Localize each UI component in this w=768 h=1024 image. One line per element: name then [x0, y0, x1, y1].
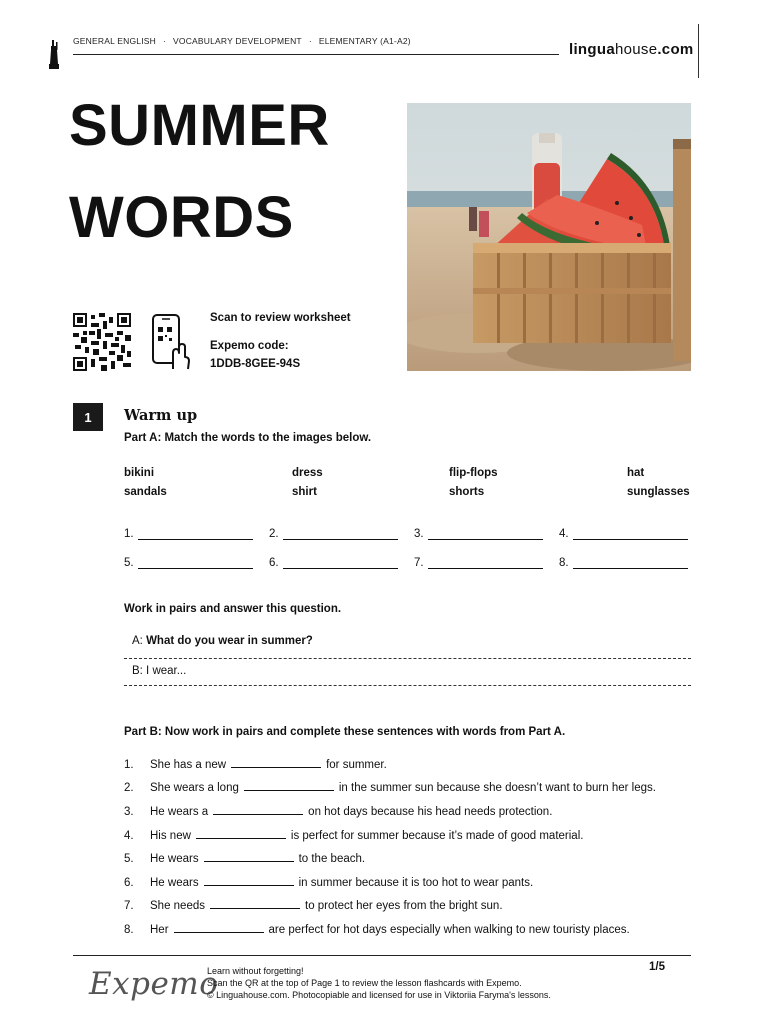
sentence-item — [124, 850, 365, 865]
sentence-number: 3. — [124, 806, 134, 818]
dialogue-line-a — [132, 635, 313, 647]
answer-line[interactable] — [573, 556, 688, 569]
sentence-gap[interactable] — [204, 874, 294, 886]
sentence-before: He wears — [150, 853, 199, 865]
blank-number: 2. — [269, 528, 279, 540]
sentence-gap[interactable] — [244, 779, 334, 791]
sentence-after: on hot days because his head needs protection. — [308, 806, 553, 818]
answer-line[interactable] — [138, 527, 253, 540]
sentence-item — [124, 779, 656, 794]
answer-line[interactable] — [138, 556, 253, 569]
sentence-item — [124, 756, 387, 771]
footer-divider — [73, 955, 691, 956]
sentence-number: 5. — [124, 853, 134, 865]
answer-blank[interactable] — [559, 556, 688, 569]
sentence-number: 2. — [124, 782, 134, 794]
expemo-code-label: Expemo code: — [210, 340, 289, 352]
sentence-before: She wears a long — [150, 782, 239, 794]
sentence-number: 4. — [124, 830, 134, 842]
sentence-item — [124, 803, 552, 818]
answer-blank[interactable] — [559, 527, 688, 540]
answer-line[interactable] — [428, 556, 543, 569]
crumb-separator: · — [308, 36, 312, 46]
logo-bold: lingua — [569, 41, 615, 58]
section-title: Warm up — [124, 407, 198, 424]
qr-code-icon[interactable] — [73, 313, 131, 371]
expemo-code-value[interactable]: 1DDB-8GEE-94S — [210, 358, 301, 370]
blank-number: 4. — [559, 528, 569, 540]
answer-blank[interactable] — [414, 556, 543, 569]
crumb-general-english: GENERAL ENGLISH — [73, 36, 156, 46]
blank-number: 1. — [124, 528, 134, 540]
answer-blank[interactable] — [124, 527, 253, 540]
answer-line[interactable] — [283, 527, 398, 540]
sentence-item — [124, 874, 533, 889]
part-a-instruction: Part A: Match the words to the images below. — [124, 432, 372, 444]
page-title-line-2: WORDS — [69, 185, 294, 250]
footer-tagline: Learn without forgetting! — [207, 966, 304, 976]
sentence-item — [124, 827, 583, 842]
sentence-before: He wears a — [150, 806, 209, 818]
sentence-gap[interactable] — [231, 756, 321, 768]
answer-blank[interactable] — [269, 556, 398, 569]
sentence-number: 7. — [124, 900, 134, 912]
breadcrumb — [73, 36, 411, 46]
footer-copyright: © Linguahouse.com. Photocopiable and licensed for use in Viktoriia Faryma's lessons. — [207, 990, 551, 1000]
logo-tld: .com — [657, 41, 694, 58]
page-number: 1/5 — [649, 961, 665, 973]
logo-rest: house — [614, 41, 658, 58]
sentence-gap[interactable] — [204, 850, 294, 862]
dialogue-speaker-a: A: — [132, 635, 147, 647]
sentence-after: to the beach. — [298, 853, 366, 865]
sentence-gap[interactable] — [210, 897, 300, 909]
crumb-separator: · — [163, 36, 167, 46]
answer-line[interactable] — [573, 527, 688, 540]
crumb-level: ELEMENTARY (A1-A2) — [318, 36, 411, 46]
word-bank-item: dress — [292, 467, 323, 479]
blank-number: 8. — [559, 557, 569, 569]
header-divider — [73, 54, 559, 55]
sentence-gap[interactable] — [213, 803, 303, 815]
crumb-vocabulary: VOCABULARY DEVELOPMENT — [173, 36, 302, 46]
sentence-item — [124, 897, 503, 912]
sentence-gap[interactable] — [174, 921, 264, 933]
expemo-logo[interactable]: Expemo — [89, 966, 219, 1002]
sentence-after: for summer. — [326, 759, 387, 771]
answer-blank[interactable] — [414, 527, 543, 540]
statue-of-liberty-icon — [47, 38, 61, 70]
sentence-after: in summer because it is too hot to wear pants. — [298, 877, 534, 889]
footer-instruction: Scan the QR at the top of Page 1 to review the lesson flashcards with Expemo. — [207, 978, 522, 988]
pairs-instruction: Work in pairs and answer this question. — [124, 603, 342, 615]
phone-scan-icon — [151, 313, 191, 371]
dashed-divider — [124, 685, 691, 686]
word-bank-item: bikini — [124, 467, 155, 479]
section-number: 1 — [73, 403, 103, 431]
sentence-after: are perfect for hot days especially when walking to new touristy places. — [268, 924, 630, 936]
sentence-before: He wears — [150, 877, 199, 889]
blank-number: 5. — [124, 557, 134, 569]
blank-number: 3. — [414, 528, 424, 540]
answer-line[interactable] — [283, 556, 398, 569]
sentence-gap[interactable] — [196, 827, 286, 839]
sentence-before: Her — [150, 924, 169, 936]
sentence-after: is perfect for summer because it’s made of good material. — [290, 830, 584, 842]
header-vertical-rule — [698, 24, 699, 78]
word-bank-item: flip-flops — [449, 467, 498, 479]
answer-line[interactable] — [428, 527, 543, 540]
dashed-divider — [124, 658, 691, 659]
sentence-item — [124, 921, 630, 936]
dialogue-question: What do you wear in summer? — [146, 635, 313, 647]
sentence-number: 6. — [124, 877, 134, 889]
linguahouse-logo[interactable] — [569, 41, 694, 58]
blank-number: 6. — [269, 557, 279, 569]
sentence-after: in the summer sun because she doesn’t want to burn her legs. — [338, 782, 656, 794]
dialogue-line-b[interactable]: B: I wear... — [132, 665, 187, 677]
scan-label: Scan to review worksheet — [210, 312, 351, 324]
blank-number: 7. — [414, 557, 424, 569]
word-bank-item: shorts — [449, 486, 485, 498]
word-bank-item: sunglasses — [627, 486, 690, 498]
sentence-number: 8. — [124, 924, 134, 936]
page-title-line-1: SUMMER — [69, 93, 330, 158]
sentence-before: She needs — [150, 900, 205, 912]
answer-blank[interactable] — [124, 556, 253, 569]
sentence-after: to protect her eyes from the bright sun. — [305, 900, 503, 912]
word-bank-item: sandals — [124, 486, 167, 498]
answer-blank[interactable] — [269, 527, 398, 540]
sentence-before: His new — [150, 830, 191, 842]
sentence-number: 1. — [124, 759, 134, 771]
sentence-before: She has a new — [150, 759, 227, 771]
watermelon-basket-photo — [407, 103, 691, 371]
part-b-instruction: Part B: Now work in pairs and complete these sentences with words from Part A. — [124, 726, 566, 738]
word-bank-item: shirt — [292, 486, 317, 498]
word-bank-item: hat — [627, 467, 645, 479]
